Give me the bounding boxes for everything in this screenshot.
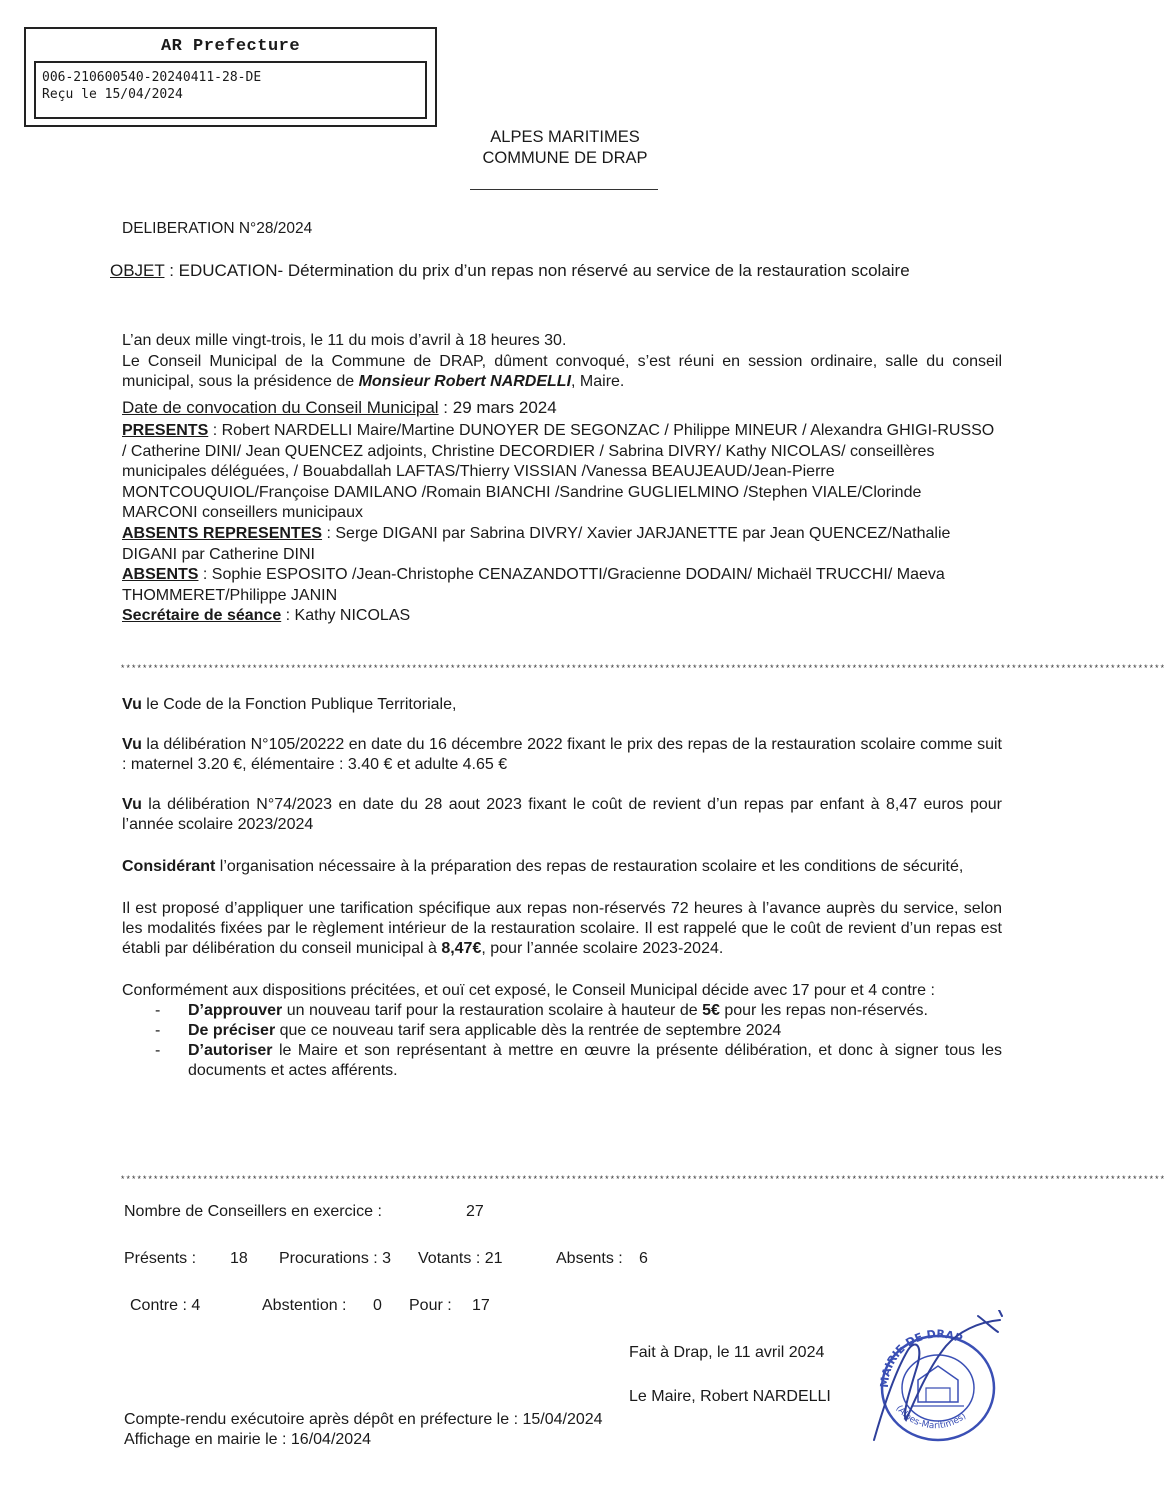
vu-deliberation-74: Vu la délibération N°74/2023 en date du 28 aout 2023 fixant le coût de revient d’un repas par enfant à 8,47 euros pour l’année scolaire 2023/2024: [122, 796, 1002, 833]
contre-count: Contre : 4: [130, 1297, 201, 1314]
absents-label: Absents :: [556, 1250, 623, 1267]
seal-text-top: MAIRIE DE DRAP: [877, 1327, 965, 1389]
stamp-received-date: Reçu le 15/04/2024: [42, 87, 183, 102]
affichage-date: Affichage en mairie le : 16/04/2024: [124, 1431, 371, 1448]
abstention-label: Abstention :: [262, 1297, 347, 1314]
abstention-value: 0: [373, 1297, 382, 1314]
stamp-details: [34, 61, 427, 119]
secretaire-seance: Secrétaire de séance : Kathy NICOLAS: [122, 607, 411, 625]
absents-value: 6: [639, 1250, 648, 1267]
vu-code: Vu le Code de la Fonction Publique Territoriale,: [122, 696, 457, 713]
convocation-date: Date de convocation du Conseil Municipal : 29 mars 2024: [122, 398, 557, 417]
separator-stars-top: **********************************************************************************************************************************************************************************************: [120, 664, 1165, 674]
header-rule: [470, 189, 658, 190]
attendance: [122, 421, 1000, 627]
header-department: ALPES MARITIMES: [490, 128, 640, 146]
objet: [110, 260, 990, 282]
decision-item: - D’autoriser le Maire et son représentant à mettre en œuvre la présente délibération, et donc à signer tous les documents et actes afférents.: [122, 1041, 1002, 1081]
absents-list: ABSENTS : Sophie ESPOSITO /Jean-Christophe CENAZANDOTTI/Gracienne DODAIN/ Michaël TRUCCHI/ Maeva THOMMERET/Philippe JANIN: [122, 566, 945, 604]
stamp-title: AR Prefecture: [160, 37, 301, 56]
president-name: Monsieur Robert NARDELLI: [358, 373, 572, 390]
header-commune: COMMUNE DE DRAP: [482, 149, 648, 167]
presents-label: Présents :: [124, 1250, 197, 1267]
prefecture-stamp: [24, 27, 437, 127]
absents-representes-list: ABSENTS REPRESENTES : Serge DIGANI par Sabrina DIVRY/ Xavier JARJANETTE par Jean QUENCEZ/Nathalie DIGANI par Catherine DINI: [122, 524, 951, 563]
maire-signature-name: Le Maire, Robert NARDELLI: [629, 1388, 831, 1405]
procurations-count: Procurations : 3: [279, 1250, 392, 1267]
vu-deliberation-105: Vu la délibération N°105/20222 en date du 16 décembre 2022 fixant le prix des repas de la restauration scolaire comme suit : maternel 3.20 €, élémentaire : 3.40 € et adulte 4.65 €: [122, 736, 1002, 773]
stamp-reference: 006-210600540-20240411-28-DE: [42, 70, 262, 85]
proposition: Il est proposé d’appliquer une tarification spécifique aux repas non-réservés 72 heures à l’avance auprès du service, selon les modalités fixées par le règlement intérieur de la restauration scolaire. Il est rappelé que le coût de revient d’un repas est établi par délibération du conseil municipal à 8,47€, pour l’année scolaire 2023-2024.: [122, 900, 1002, 957]
pour-value: 17: [472, 1297, 490, 1314]
decision-item: - D’approuver un nouveau tarif pour la restauration scolaire à hauteur de 5€ pour les repas non-réservés.: [122, 1001, 1002, 1021]
mairie-seal-icon: [866, 1310, 1006, 1450]
fait-a: Fait à Drap, le 11 avril 2024: [629, 1344, 825, 1361]
seal-text-bottom: (Alpes-Maritimes): [893, 1403, 969, 1432]
presents-list: PRESENTS : Robert NARDELLI Maire/Martine DUNOYER DE SEGONZAC / Philippe MINEUR / Alexandra GHIGI-RUSSO / Catherine DINI/ Jean QUENCEZ adjoints, Christine DECORDIER / Sabrina DIVRY/ Kathy NICOLAS/ conseillères municipales déléguées, / Bouabdallah LAFTAS/Thierry VISSIAN /Vanessa BEAUJEAUD/Jean-Pierre MONTCOUQUIOL/Françoise DAMILANO /Romain BIANCHI /Sandrine GUGLIELMINO /Stephen VIALE/Clorinde MARCONI conseillers municipaux: [122, 422, 995, 522]
deliberation-body: [122, 695, 1002, 1081]
separator-stars-bottom: **********************************************************************************************************************************************************************************************: [120, 1175, 1165, 1185]
deliberation-number: DELIBERATION N°28/2024: [122, 220, 313, 237]
decision-item: - De préciser que ce nouveau tarif sera applicable dès la rentrée de septembre 2024: [122, 1021, 1002, 1041]
objet-label: OBJET: [110, 261, 165, 280]
decision-intro: Conformément aux dispositions précitées, et ouï cet exposé, le Conseil Municipal décide avec 17 pour et 4 contre :: [122, 982, 935, 999]
session-intro: [122, 331, 1002, 392]
compte-rendu-date: Compte-rendu exécutoire après dépôt en préfecture le : 15/04/2024: [124, 1411, 603, 1428]
pour-label: Pour :: [409, 1297, 452, 1314]
conseillers-value: 27: [466, 1203, 484, 1220]
conseillers-label: Nombre de Conseillers en exercice :: [124, 1203, 382, 1220]
session-details: Le Conseil Municipal de la Commune de DRAP, dûment convoqué, s’est réuni en session ordinaire, salle du conseil municipal, sous la présidence de Monsieur Robert NARDELLI, Maire.: [122, 353, 1002, 390]
presents-value: 18: [230, 1250, 248, 1267]
session-date: L’an deux mille vingt-trois, le 11 du mois d’avril à 18 heures 30.: [122, 332, 567, 349]
decision-list: [122, 1001, 1002, 1081]
objet-text: : EDUCATION- Détermination du prix d’un repas non réservé au service de la restauration scolaire: [164, 261, 910, 280]
considerant: Considérant l’organisation nécessaire à la préparation des repas de restauration scolaire et les conditions de sécurité,: [122, 858, 964, 875]
votants-count: Votants : 21: [418, 1250, 503, 1267]
